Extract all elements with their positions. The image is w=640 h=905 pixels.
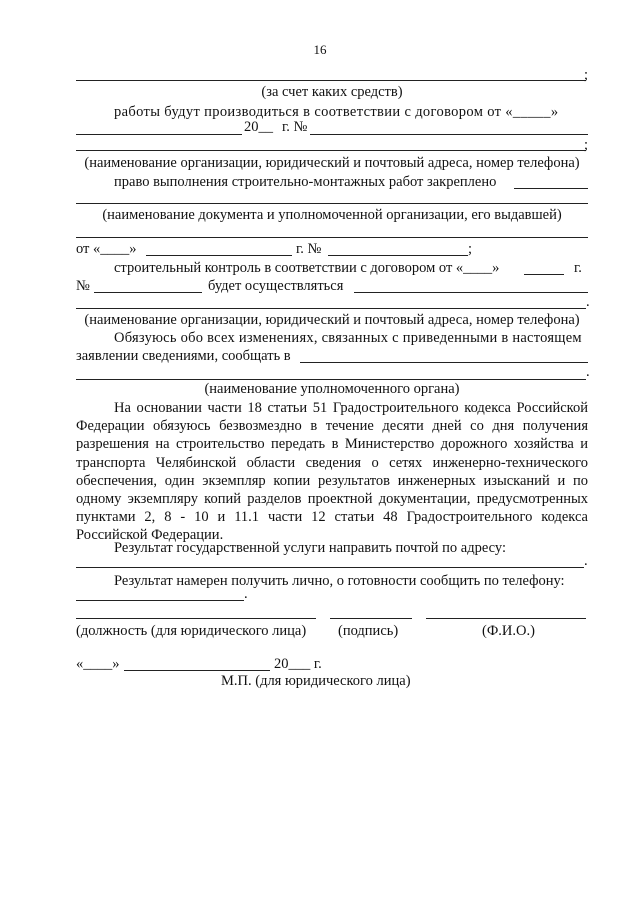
result-mail-address-line (76, 567, 584, 568)
building-control-year: г. (574, 260, 582, 276)
building-control-executor-text: будет осуществляться (208, 278, 344, 294)
full-name-caption: (Ф.И.О.) (482, 623, 535, 639)
result-phone-line (76, 600, 244, 601)
page-number: 16 (313, 42, 327, 57)
contract-semicolon: ; (584, 137, 589, 153)
legal-obligation-paragraph: На основании части 18 статьи 51 Градостроительного кодекса Российской Федерации обязуюсь безвозмездно в течение десяти дней со дня получения разрешения на строительство передать в Министерство дорожного хозяйства и транспорта Челябинской области сведения о сетях инженерно-технического обеспечения, один экземпляр копии результатов инженерных изысканий и по одному экземпляру копий разделов проектной документации, предусмотренных пунктами 2, 8 - 10 и 11.1 части 12 статьи 48 Градостроительного кодекса Российской Федерации. (76, 400, 588, 544)
building-control-number-line (94, 292, 202, 293)
funding-source-line (76, 80, 586, 81)
rights-issuer-line (76, 237, 588, 238)
building-control-date-line (524, 274, 564, 275)
building-control-number-sign: № (76, 278, 90, 294)
building-control-period: . (586, 294, 590, 310)
notify-text-1: Обязуюсь обо всех изменениях, связанных с приведенными в настоящем (114, 330, 582, 346)
position-caption: (должность (для юридического лица) (76, 623, 307, 639)
signature-line (330, 618, 412, 619)
construction-rights-text: право выполнения строительно-монтажных работ закреплено (114, 174, 497, 190)
result-personal-text: Результат намерен получить лично, о готовности сообщить по телефону: (114, 573, 565, 589)
date-year: 20___ г. (274, 656, 322, 672)
notify-text-2: заявлении сведениями, сообщать в (76, 348, 291, 364)
contract-year: 20__ (244, 119, 273, 135)
date-month-line (124, 670, 270, 671)
rights-number-line (328, 255, 468, 256)
notify-authority-line-2 (76, 379, 586, 380)
stamp-caption: М.П. (для юридического лица) (221, 673, 411, 689)
contract-caption: (наименование организации, юридический и почтовый адреса, номер телефона) (84, 155, 580, 171)
construction-rights-line (514, 188, 588, 189)
building-control-caption: (наименование организации, юридический и почтовый адреса, номер телефона) (84, 312, 580, 328)
building-control-org-line (76, 308, 586, 309)
building-control-executor-line (354, 292, 588, 293)
notify-authority-line (300, 362, 588, 363)
contract-number-sign: г. № (282, 119, 308, 135)
contract-date-line (76, 134, 242, 135)
position-line (76, 618, 316, 619)
rights-semicolon: ; (468, 241, 473, 257)
contract-number-line (310, 134, 588, 135)
funding-semicolon: ; (584, 67, 589, 83)
result-personal-period: . (244, 586, 248, 602)
rights-from-date: от «____» (76, 241, 137, 257)
rights-number-sign: г. № (296, 241, 322, 257)
funding-caption: (за счет каких средств) (261, 84, 403, 100)
notify-caption: (наименование уполномоченного органа) (204, 381, 460, 397)
rights-caption: (наименование документа и уполномоченной организации, его выдавшей) (102, 207, 562, 223)
result-mail-period: . (584, 553, 588, 569)
signature-caption: (подпись) (338, 623, 399, 639)
rights-date-line (146, 255, 292, 256)
full-name-line (426, 618, 586, 619)
building-control-text: строительный контроль в соответствии с договором от «____» (114, 260, 500, 276)
contract-text: работы будут производиться в соответствии с договором от «_____» (114, 104, 559, 120)
rights-document-line (76, 203, 588, 204)
notify-period: . (586, 364, 590, 380)
contractor-line (76, 150, 586, 151)
date-day: «____» (76, 656, 120, 672)
result-mail-text: Результат государственной услуги направить почтой по адресу: (114, 540, 506, 556)
